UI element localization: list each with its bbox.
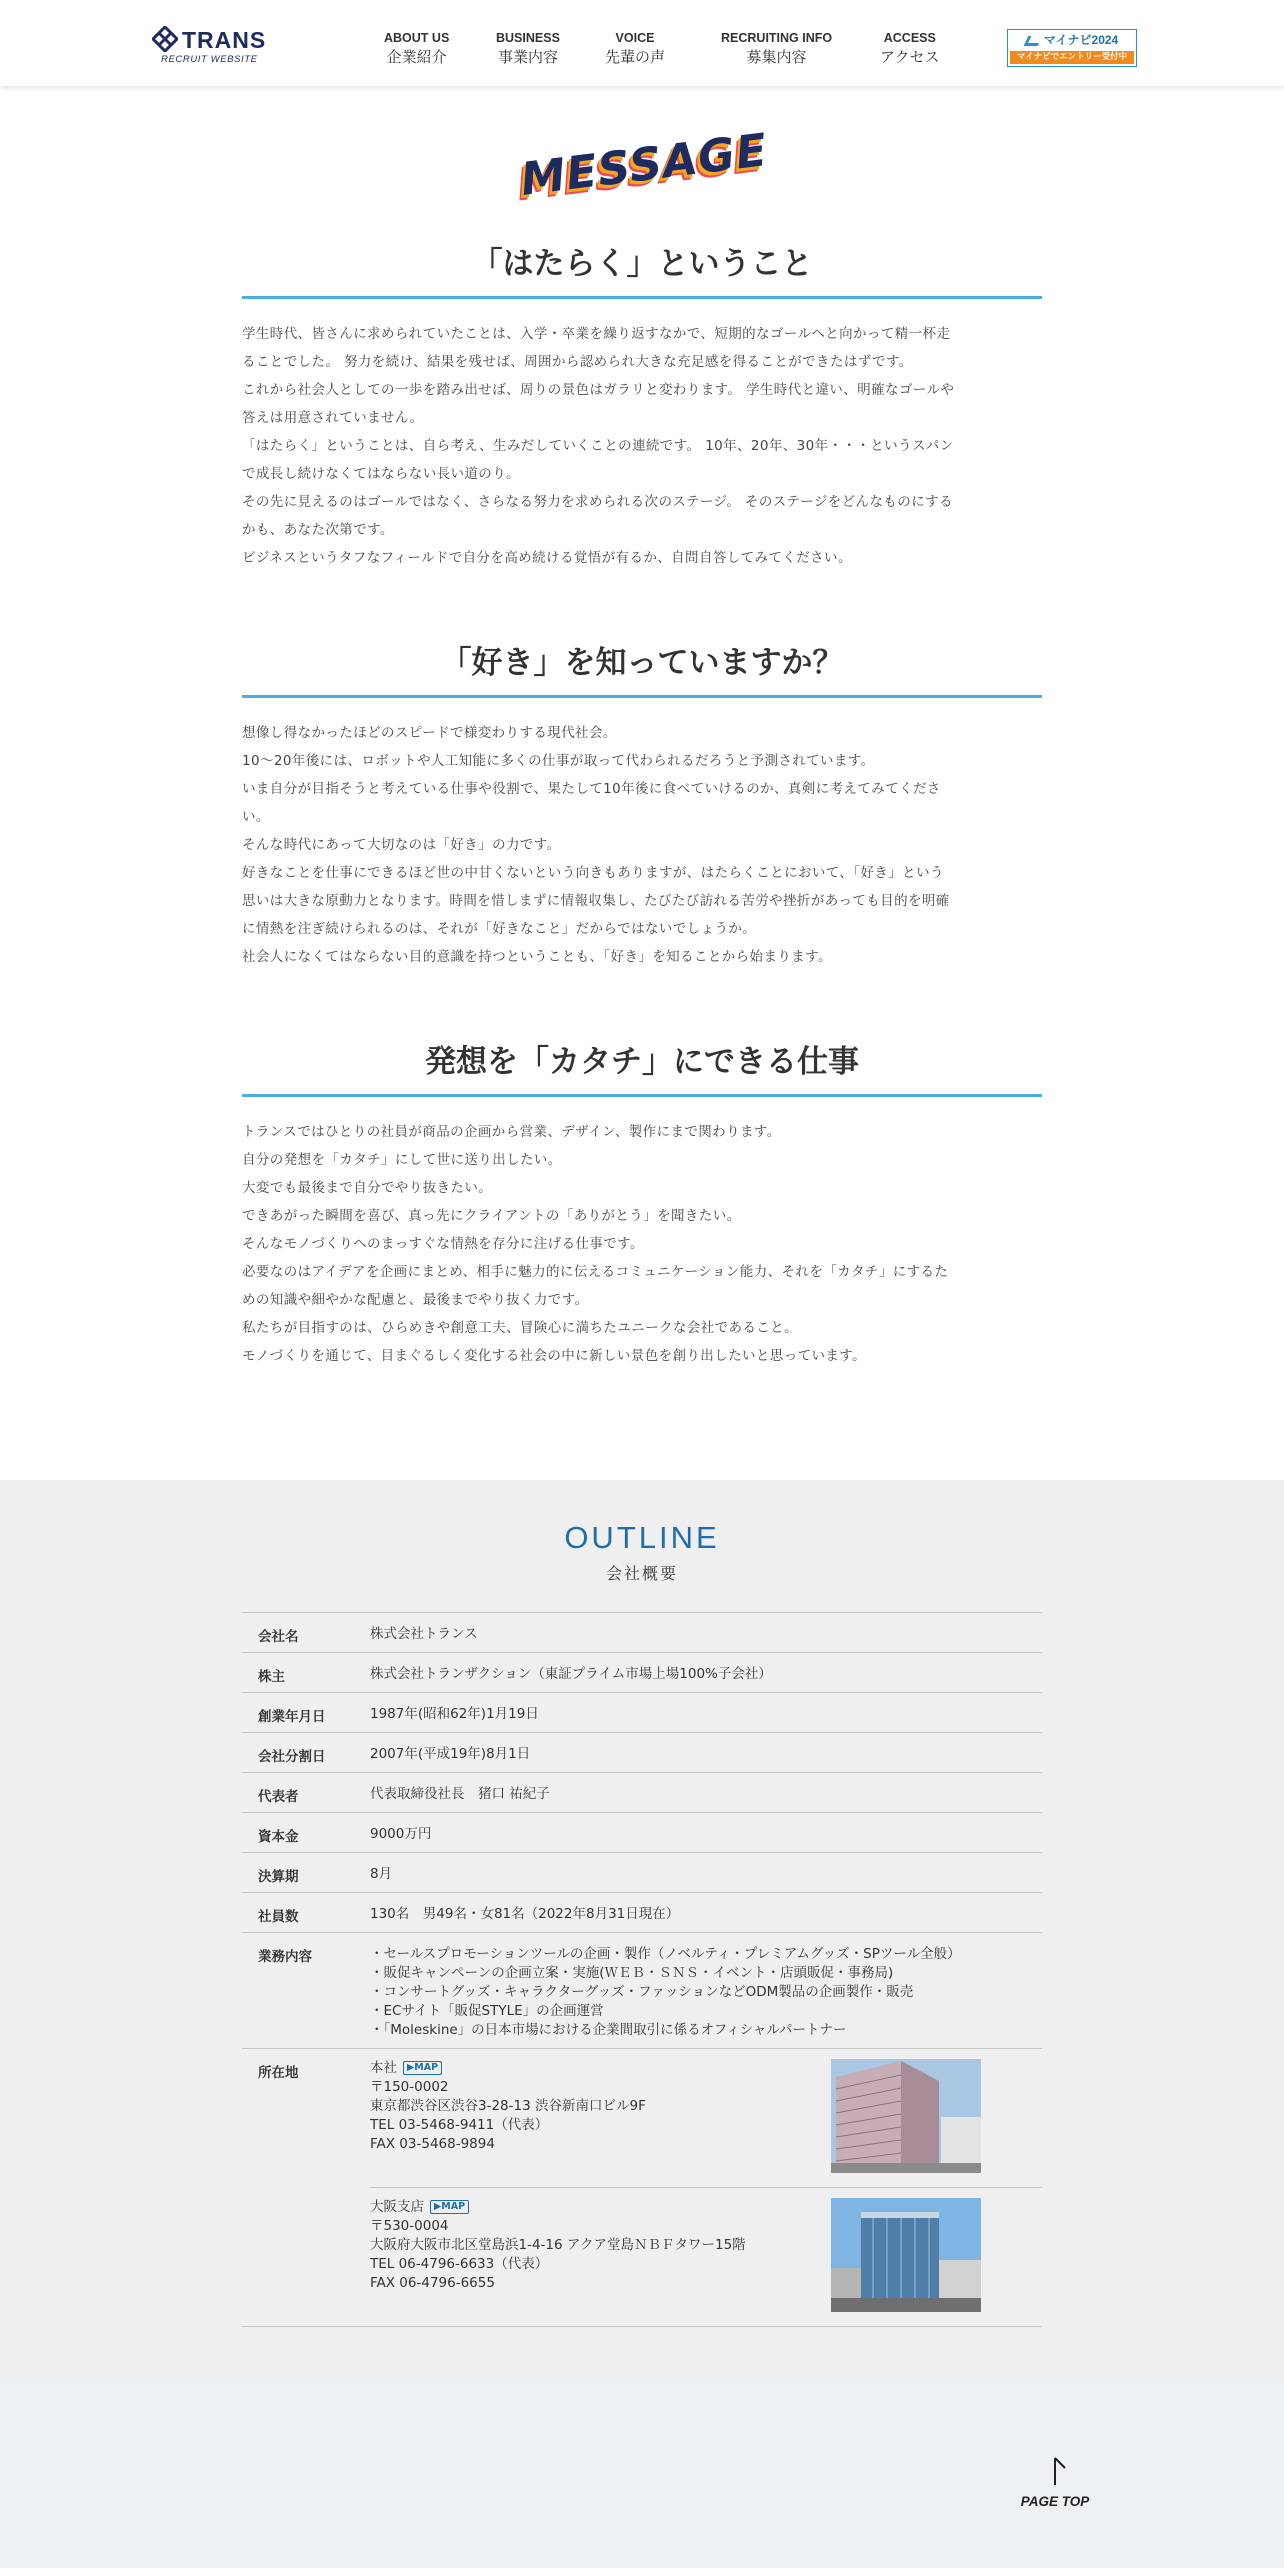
nav-access-ja: アクセス [880, 48, 940, 66]
page-top-button[interactable] [1010, 2456, 1100, 2516]
row-value: 株式会社トランス [370, 1626, 478, 1642]
business-list [370, 1945, 961, 2040]
office-address: 大阪府大阪市北区堂島浜1-4-16 アクア堂島ＮＢＦタワー15階 [370, 2237, 746, 2253]
body-line: めの知識や細やかな配慮と、最後までやり抜く力です。 [242, 1292, 589, 1308]
nav-about-us-en: ABOUT US [384, 31, 450, 45]
section-heading-suki: 「好き」を知っていますか？ [440, 645, 844, 681]
office-osaka [370, 2198, 746, 2293]
outline-title: OUTLINE [564, 1520, 720, 1555]
table-row [242, 1613, 1042, 1653]
office-divider [370, 2187, 1042, 2188]
row-label: 会社分割日 [258, 1749, 326, 1765]
body-line: できあがった瞬間を喜び、真っ先にクライアントの「ありがとう」を聞きたい。 [242, 1208, 741, 1224]
nav-business-en: BUSINESS [496, 31, 560, 45]
row-value: 代表取締役社長 猪口 祐紀子 [370, 1786, 550, 1802]
map-link-button[interactable]: ▶MAP [430, 2200, 469, 2214]
arrow-up-icon [1051, 2456, 1071, 2486]
logo-subtitle: RECRUIT WEBSITE [161, 54, 258, 65]
nav-access[interactable] [880, 30, 940, 68]
office-address: 東京都渋谷区渋谷3-28-13 渋谷新南口ビル9F [370, 2098, 646, 2114]
office-name: 大阪支店 [370, 2199, 424, 2215]
body-line: これから社会人としての一歩を踏み出せば、周りの景色はガラリと変わります。 学生時代と違い、明確なゴールや [242, 382, 955, 398]
site-header [0, 0, 1284, 86]
row-label: 決算期 [258, 1869, 299, 1885]
nav-access-en: ACCESS [883, 31, 936, 45]
body-line: そんな時代にあって大切なのは「好き」の力です。 [242, 837, 561, 853]
logo-wordmark: TRANS [182, 27, 267, 53]
mynavi-entry-banner[interactable] [1007, 29, 1137, 67]
row-label: 株主 [258, 1669, 285, 1685]
row-value: 1987年(昭和62年)1月19日 [370, 1706, 539, 1722]
row-value: 8月 [370, 1866, 393, 1882]
body-line: 社会人になくてはならない目的意識を持つということも、「好き」を知ることから始まります。 [242, 949, 832, 965]
row-label: 創業年月日 [258, 1709, 326, 1725]
osaka-building-photo [831, 2198, 981, 2312]
business-item: ・「Moleskine」の日本市場における企業間取引に係るオフィシャルパートナー [370, 2022, 847, 2038]
table-row [242, 1813, 1042, 1853]
section-body-suki [242, 719, 1042, 971]
row-label: 資本金 [258, 1829, 299, 1845]
body-line: 大変でも最後まで自分でやり抜きたい。 [242, 1180, 493, 1196]
nav-about-us[interactable] [384, 30, 449, 68]
nav-voice-ja: 先輩の声 [605, 48, 666, 66]
section-body-katachi [242, 1118, 1042, 1370]
nav-business-ja: 事業内容 [497, 48, 558, 66]
body-line: トランスではひとりの社員が商品の企画から営業、デザイン、製作にまで関わります。 [242, 1124, 781, 1140]
body-line: 答えは用意されていません。 [242, 410, 424, 426]
office-tel: TEL 03-5468-9411（代表） [370, 2117, 549, 2133]
row-label: 所在地 [258, 2065, 299, 2081]
row-value: 130名 男49名・女81名（2022年8月31日現在） [370, 1906, 680, 1922]
office-zip: 〒530-0004 [370, 2218, 449, 2234]
business-item: ・セールスプロモーションツールの企画・製作（ノベルティ・プレミアムグッズ・SPツール全般） [370, 1946, 961, 1962]
body-line: で成長し続けなくてはならない長い道のり。 [242, 466, 520, 482]
row-value: 2007年(平成19年)8月1日 [370, 1746, 531, 1762]
nav-recruiting-info-en: RECRUITING INFO [721, 31, 833, 45]
nav-voice[interactable] [605, 30, 665, 68]
office-fax: FAX 03-5468-9894 [370, 2136, 495, 2152]
section-heading-hataraku: 「はたらく」ということ [471, 246, 813, 282]
nav-recruiting-info-ja: 募集内容 [746, 48, 807, 66]
office-headquarters [370, 2059, 646, 2154]
map-link-button[interactable]: ▶MAP [403, 2061, 442, 2075]
outline-subtitle: 会社概要 [605, 1564, 678, 1583]
table-row-business [242, 1933, 1042, 2049]
body-line: 必要なのはアイデアを企画にまとめ、相手に魅力的に伝えるコミュニケーション能力、それを「カタチ」にするた [242, 1264, 949, 1280]
section-divider [242, 695, 1042, 698]
row-value: 株式会社トランザクション（東証プライム市場上場100%子会社） [370, 1666, 772, 1682]
office-fax: FAX 06-4796-6655 [370, 2275, 495, 2291]
business-item: ・コンサートグッズ・キャラクターグッズ・ファッションなどODM製品の企画製作・販売 [370, 1984, 914, 2000]
table-row [242, 1653, 1042, 1693]
mynavi-banner-sub: マイナビでエントリー受付中 [1010, 51, 1134, 64]
trans-logo-icon [152, 26, 178, 52]
mynavi-bird-icon [1023, 36, 1042, 46]
mynavi-banner-title [1008, 30, 1136, 51]
section-heading-katachi: 発想を「カタチ」にできる仕事 [425, 1044, 859, 1080]
body-line: 思いは大きな原動力となります。時間を惜しまずに情報収集し、たびたび訪れる苦労や挫折があっても目的を明確 [242, 893, 950, 909]
nav-voice-en: VOICE [615, 31, 655, 45]
business-item: ・販促キャンペーンの企画立案・実施(ＷＥＢ・ＳＮＳ・イベント・店頭販促・事務局) [370, 1965, 894, 1981]
nav-recruiting-info[interactable] [721, 30, 832, 68]
table-row [242, 1853, 1042, 1893]
company-outline-table [242, 1612, 1042, 2327]
body-line: 「はたらく」ということは、自ら考え、生みだしていくことの連続です。 10年、20年、30年・・・というスパン [242, 438, 954, 454]
section-body-hataraku [242, 320, 1042, 572]
office-name: 本社 [370, 2060, 397, 2076]
body-line: その先に見えるのはゴールではなく、さらなる努力を求められる次のステージ。 そのステージをどんなものにする [242, 494, 953, 510]
office-zip: 〒150-0002 [370, 2079, 449, 2095]
body-line: 好きなことを仕事にできるほど世の中甘くないという向きもありますが、はたらくことにおいて、「好き」という [242, 865, 944, 881]
business-item: ・ECサイト「販促STYLE」の企画運営 [370, 2003, 604, 2019]
row-label: 社員数 [258, 1909, 299, 1925]
body-line: い。 [242, 809, 270, 825]
body-line: モノづくりを通じて、目まぐるしく変化する社会の中に新しい景色を創り出したいと思っています。 [242, 1348, 867, 1364]
section-divider [242, 296, 1042, 299]
body-line: 10～20年後には、ロボットや人工知能に多くの仕事が取って代わられるだろうと予測されています。 [242, 753, 875, 769]
headquarters-building-photo [831, 2059, 981, 2173]
row-label: 会社名 [258, 1629, 299, 1645]
mynavi-title-text: マイナビ2024 [1043, 33, 1119, 47]
body-line: いま自分が目指そうと考えている仕事や役割で、果たして10年後に食べていけるのか、真剣に考えてみてくださ [242, 781, 941, 797]
office-tel: TEL 06-4796-6633（代表） [370, 2256, 549, 2272]
row-label: 業務内容 [258, 1949, 312, 1965]
body-line: 想像し得なかったほどのスピードで様変わりする現代社会。 [242, 725, 617, 741]
site-logo[interactable] [152, 26, 272, 66]
row-label: 代表者 [258, 1789, 299, 1805]
body-line: 私たちが目指すのは、ひらめきや創意工夫、冒険心に満ちたユニークな会社であること。 [242, 1320, 798, 1336]
table-row [242, 1773, 1042, 1813]
body-line: ビジネスというタフなフィールドで自分を高め続ける覚悟が有るか、自問自答してみてください。 [242, 550, 852, 566]
nav-about-us-ja: 企業紹介 [386, 48, 447, 66]
table-row-location [242, 2049, 1042, 2327]
body-line: そんなモノづくりへのまっすぐな情熱を存分に注げる仕事です。 [242, 1236, 644, 1252]
body-line: 学生時代、皆さんに求められていたことは、入学・卒業を繰り返すなかで、短期的なゴールへと向かって精一杯走 [242, 326, 951, 342]
body-line: に情熱を注ぎ続けられるのは、それが「好きなこと」だからではないでしょうか。 [242, 921, 757, 937]
message-title: MESSAGE [517, 123, 771, 206]
table-row [242, 1693, 1042, 1733]
body-line: ることでした。 努力を続け、結果を残せば、周囲から認められ大きな充足感を得ることができたはずです。 [242, 354, 913, 370]
table-row [242, 1893, 1042, 1933]
row-value: 9000万円 [370, 1826, 432, 1842]
body-line: 自分の発想を「カタチ」にして世に送り出したい。 [242, 1152, 562, 1168]
body-line: かも、あなた次第です。 [242, 522, 394, 538]
section-divider [242, 1094, 1042, 1097]
table-row [242, 1733, 1042, 1773]
nav-business[interactable] [496, 30, 560, 68]
page-top-label: PAGE TOP [1020, 2494, 1090, 2509]
